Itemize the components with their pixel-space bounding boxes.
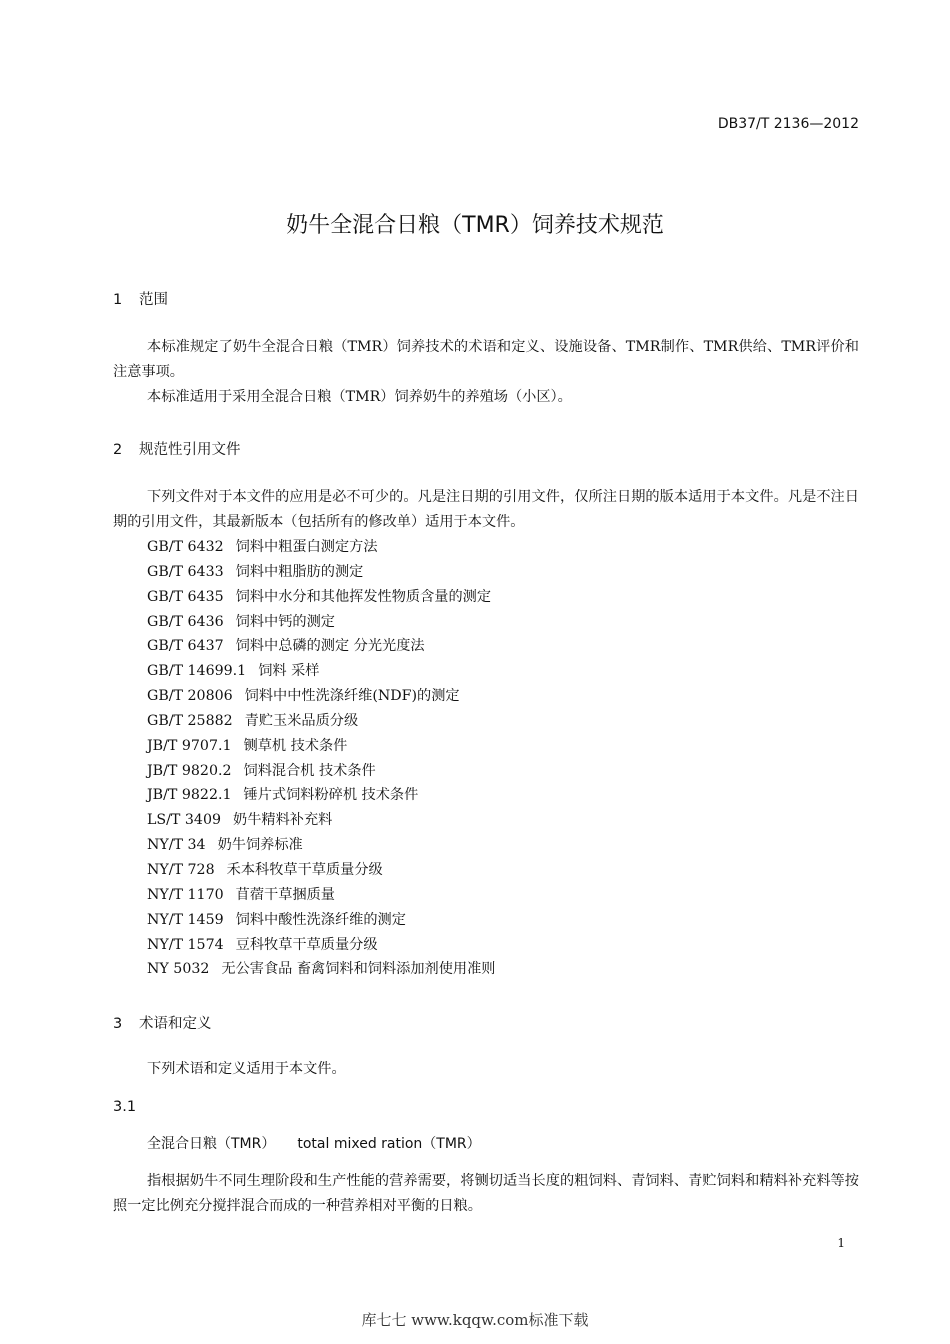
reference-list — [147, 535, 495, 982]
reference-name: 青贮玉米品质分级 — [244, 712, 359, 729]
reference-item — [147, 659, 495, 684]
footer-watermark: 库七七 www.kqqw.com标准下载 — [361, 1311, 589, 1329]
reference-item — [147, 535, 495, 560]
reference-code: JB/T 9822.1 — [147, 787, 232, 804]
reference-item — [147, 908, 495, 933]
reference-name: 饲料中水分和其他挥发性物质含量的测定 — [235, 588, 492, 605]
reference-item — [147, 759, 495, 784]
reference-item — [147, 858, 495, 883]
reference-name: 无公害食品 畜禽饲料和饲料添加剂使用准则 — [221, 961, 496, 978]
reference-code: GB/T 6435 — [147, 588, 224, 605]
reference-code: GB/T 6432 — [147, 539, 224, 555]
section-2-heading — [113, 438, 241, 459]
section-title: 规范性引用文件 — [139, 442, 241, 458]
reference-name: 饲料中粗脂肪的测定 — [235, 563, 364, 580]
reference-item — [147, 709, 495, 734]
reference-code: GB/T 14699.1 — [147, 663, 247, 680]
reference-name: 苜蓿干草捆质量 — [235, 886, 335, 903]
reference-code: GB/T 20806 — [147, 688, 233, 705]
reference-item — [147, 634, 495, 659]
reference-name: 饲料混合机 技术条件 — [243, 762, 376, 779]
reference-code: GB/T 6436 — [147, 613, 224, 630]
reference-name: 饲料中总磷的测定 分光光度法 — [235, 638, 425, 655]
reference-item — [147, 883, 495, 908]
reference-name: 饲料中钙的测定 — [235, 613, 335, 630]
reference-item — [147, 734, 495, 759]
section-number: 3 — [113, 1016, 123, 1032]
reference-name: 饲料中粗蛋白测定方法 — [235, 539, 378, 555]
reference-item — [147, 684, 495, 709]
reference-code: NY/T 728 — [147, 861, 215, 878]
term-definition: 指根据奶牛不同生理阶段和生产性能的营养需要，将铡切适当长度的粗饲料、青饲料、青贮饲料和精料补充料等按照一定比例充分搅拌混合而成的一种营养相对平衡的日粮。 — [113, 1173, 859, 1214]
term-heading — [147, 1133, 481, 1153]
reference-code: NY/T 1459 — [147, 911, 224, 928]
section-number: 2 — [113, 442, 123, 458]
reference-item — [147, 933, 495, 958]
reference-code: JB/T 9820.2 — [147, 762, 232, 779]
reference-code: NY/T 34 — [147, 837, 206, 854]
reference-code: JB/T 9707.1 — [147, 737, 232, 754]
reference-name: 奶牛饲养标准 — [217, 837, 303, 854]
term-chinese: 全混合日粮（TMR） — [147, 1136, 276, 1152]
section-1-heading — [113, 288, 168, 309]
page-number: 1 — [837, 1236, 845, 1250]
reference-name: 锤片式饲料粉碎机 技术条件 — [243, 787, 419, 804]
reference-item — [147, 783, 495, 808]
reference-code: NY/T 1170 — [147, 886, 224, 903]
reference-name: 饲料 采样 — [258, 663, 320, 680]
section-1-paragraph-1: 本标准规定了奶牛全混合日粮（TMR）饲养技术的术语和定义、设施设备、TMR制作、TMR供给、TMR评价和注意事项。 — [113, 339, 859, 380]
reference-code: NY/T 1574 — [147, 936, 224, 953]
reference-name: 饲料中酸性洗涤纤维的测定 — [235, 911, 406, 928]
reference-item — [147, 610, 495, 635]
section-title: 术语和定义 — [139, 1016, 212, 1032]
subsection-number: 3.1 — [113, 1099, 137, 1115]
section-title: 范围 — [139, 292, 168, 308]
reference-code: GB/T 25882 — [147, 712, 233, 729]
section-1-paragraph-2: 本标准适用于采用全混合日粮（TMR）饲养奶牛的养殖场（小区）。 — [147, 389, 572, 405]
reference-code: LS/T 3409 — [147, 812, 221, 829]
section-3-intro: 下列术语和定义适用于本文件。 — [147, 1061, 346, 1077]
reference-item — [147, 808, 495, 833]
section-2-intro: 下列文件对于本文件的应用是必不可少的。凡是注日期的引用文件，仅所注日期的版本适用于本文件。凡是不注日期的引用文件，其最新版本（包括所有的修改单）适用于本文件。 — [113, 489, 859, 530]
reference-name: 铡草机 技术条件 — [243, 737, 348, 754]
term-english: total mixed ration（TMR） — [297, 1136, 481, 1152]
reference-item — [147, 833, 495, 858]
reference-name: 豆科牧草干草质量分级 — [235, 936, 378, 953]
reference-item — [147, 560, 495, 585]
section-number: 1 — [113, 292, 123, 308]
standard-code: DB37/T 2136—2012 — [717, 116, 859, 132]
reference-item — [147, 585, 495, 610]
reference-name: 禾本科牧草干草质量分级 — [226, 861, 383, 878]
reference-name: 饲料中中性洗涤纤维(NDF)的测定 — [244, 688, 460, 705]
reference-name: 奶牛精料补充料 — [233, 812, 333, 829]
reference-code: GB/T 6437 — [147, 638, 224, 655]
section-3-heading — [113, 1012, 212, 1033]
reference-item — [147, 957, 495, 982]
reference-code: NY 5032 — [147, 961, 210, 978]
reference-code: GB/T 6433 — [147, 563, 224, 580]
document-title: 奶牛全混合日粮（TMR）饲养技术规范 — [286, 213, 664, 238]
